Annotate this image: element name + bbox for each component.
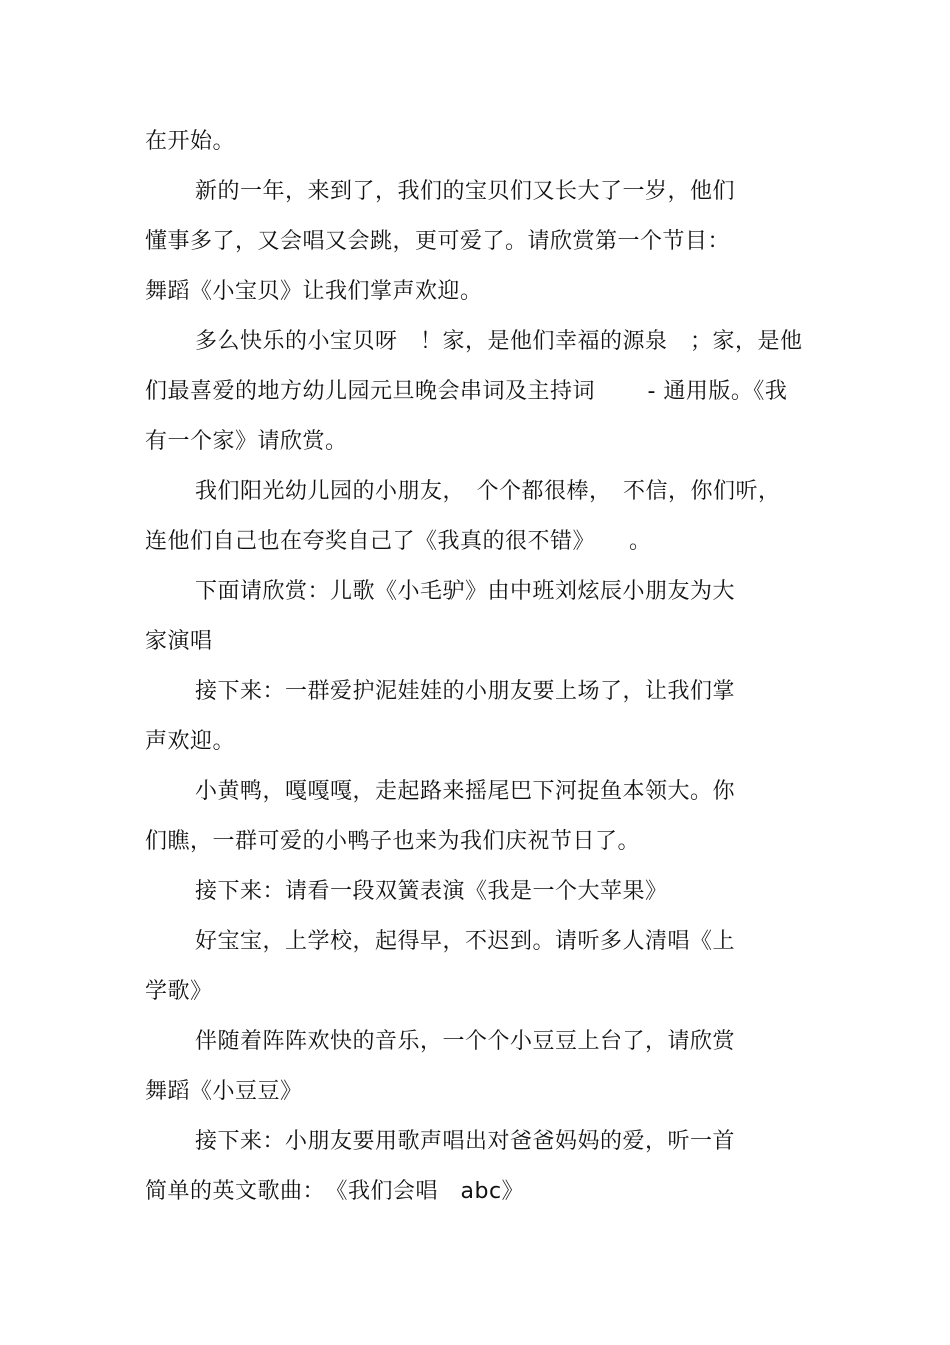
paragraph-first-line: 接下来：请看一段双簧表演《我是一个大苹果》 <box>195 879 668 904</box>
text-line: 们瞧，一群可爱的小鸭子也来为我们庆祝节日了。 <box>145 829 641 854</box>
paragraph-first-line: 新的一年，来到了，我们的宝贝们又长大了一岁，他们 <box>195 179 736 204</box>
paragraph-first-line: 下面请欣赏：儿歌《小毛驴》由中班刘炫辰小朋友为大 <box>195 579 736 604</box>
text-line: 家演唱 <box>145 629 213 654</box>
text-line: 舞蹈《小豆豆》 <box>145 1079 303 1104</box>
text-line: 懂事多了，又会唱又会跳，更可爱了。请欣赏第一个节目： <box>145 229 731 254</box>
text-line: 在开始。 <box>145 129 236 154</box>
paragraph-first-line: 接下来：一群爱护泥娃娃的小朋友要上场了，让我们掌 <box>195 679 736 704</box>
paragraph-first-line: 多么快乐的小宝贝呀 ！家，是他们幸福的源泉 ；家，是他 <box>195 329 803 354</box>
paragraph-first-line: 伴随着阵阵欢快的音乐，一个个小豆豆上台了，请欣赏 <box>195 1029 736 1054</box>
text-line: 连他们自己也在夸奖自己了《我真的很不错》 。 <box>145 529 652 554</box>
text-line: 有一个家》请欣赏。 <box>145 429 348 454</box>
paragraph-first-line: 我们阳光幼儿园的小朋友， 个个都很棒， 不信，你们听， <box>195 479 781 504</box>
text-line: 学歌》 <box>145 979 213 1004</box>
text-line: 声欢迎。 <box>145 729 236 754</box>
text-line: 简单的英文歌曲： 《我们会唱 abc》 <box>145 1179 525 1204</box>
paragraph-first-line: 接下来：小朋友要用歌声唱出对爸爸妈妈的爱，听一首 <box>195 1129 736 1154</box>
paragraph-first-line: 小黄鸭，嘎嘎嘎，走起路来摇尾巴下河捉鱼本领大。你 <box>195 779 736 804</box>
text-line: 们最喜爱的地方幼儿园元旦晚会串词及主持词 - 通用版。《我 <box>145 379 788 404</box>
text-line: 舞蹈《小宝贝》让我们掌声欢迎。 <box>145 279 483 304</box>
paragraph-first-line: 好宝宝，上学校，起得早，不迟到。请听多人清唱《上 <box>195 929 736 954</box>
